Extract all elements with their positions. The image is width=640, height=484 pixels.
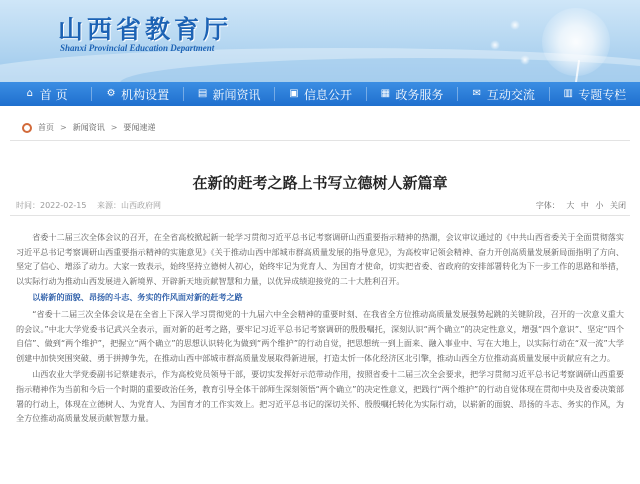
nav-item-1[interactable]	[91, 82, 182, 106]
article-paragraph: 省委十二届三次全体会议的召开，在全省高校掀起新一轮学习贯彻习近平总书记考察调研山西重要指示精神的热潮，会议审议通过的《中共山西省委关于全面贯彻落实习近平总书记考察调研山西重要指示精神的实施意见》《关于推动山西中部城市群高质量发展的指导意见》，为高校审记领会精神、奋力开创高质量发展新局面指明了方向、坚定了信心、增添了动力。大家一致表示，始终坚持立德树人初心，始终牢记为党育人、为国育才使命，切实把省委、省政府的安排部署转化为下一步工作的思路和举措，以实际行动为推动山西发展进入新境界、开辟新天地贡献智慧和力量，以优异成绩迎接党的二十大胜利召开。	[16, 232, 624, 286]
nav-item-label: 机构设置	[121, 87, 170, 102]
dandelion-decoration	[542, 8, 610, 76]
chat-icon: ✉	[472, 88, 481, 99]
breadcrumb-separator: >	[60, 123, 67, 132]
nav-item-label: 政务服务	[395, 87, 444, 102]
divider	[10, 215, 630, 216]
site-logo-subtitle: Shanxi Provincial Education Department	[60, 43, 215, 53]
article-subheading: 以崭新的面貌、昂扬的斗志、务实的作风面对新的赶考之路	[32, 292, 243, 303]
nav-item-6[interactable]	[549, 82, 640, 106]
close-link[interactable]: 关闭	[610, 201, 626, 210]
nav-item-label: 信息公开	[303, 87, 352, 102]
article-body	[16, 230, 624, 428]
nav-item-5[interactable]	[457, 82, 548, 106]
location-icon	[22, 123, 32, 133]
nav-item-label: 专题专栏	[578, 87, 627, 102]
article-source: 来源：山西政府网	[97, 201, 162, 210]
breadcrumb-separator: >	[110, 123, 118, 132]
nav-item-label: 互动交流	[486, 87, 535, 102]
main-nav	[0, 82, 640, 106]
article-meta	[16, 200, 161, 211]
article-date: 时间：2022-02-15	[16, 201, 87, 210]
divider	[10, 140, 630, 141]
breadcrumb-item-news[interactable]: 新闻资讯	[72, 123, 105, 132]
font-size-label: 字体：	[535, 201, 560, 210]
font-size-large-link[interactable]: 大	[566, 201, 575, 210]
nav-item-4[interactable]	[366, 82, 457, 106]
breadcrumb	[22, 122, 155, 133]
topic-icon: ▥	[563, 88, 573, 99]
service-icon: ▦	[380, 88, 391, 99]
nav-item-0[interactable]	[0, 82, 91, 106]
news-icon: ▤	[197, 88, 208, 99]
font-size-medium-link[interactable]: 中	[580, 201, 589, 210]
font-size-small-link[interactable]: 小	[595, 201, 604, 210]
article-paragraph: 山西农业大学党委副书记蔡建表示，作为高校党员领导干部，要切实发挥好示范带动作用，按照省委十二届三次全会要求，把学习贯彻习近平总书记考察调研山西重要指示精神作为当前和今后一个时期的重要政治任务，教育引导全体干部师生深刻领悟“两个确立”的决定性意义，把践行“两个维护”的行动自觉体现在贯彻中央及省委决策部署的行动上，体现在立德树人、为党育人、为国育才的工作实效上。把习近平总书记的深切关怀、殷殷嘱托转化为实际行动，以崭新的面貌、昂扬的斗志、务实的作风，为全方位推动高质量发展贡献智慧力量。	[16, 369, 624, 424]
article-paragraph: “省委十二届三次全体会议是在全省上下深入学习贯彻党的十九届六中全会精神的重要时刻、在我省全方位推动高质量发展强势起跳的关键阶段，召开的一次意义重大的会议。”中北大学党委书记武兴全表示，面对新的赶考之路，要牢记习近平总书记考察调研的殷殷嘱托，深刻认识“两个确立”的决定性意义，增强“四个意识”、坚定“四个自信”、做到“两个维护”，把握立“两个确立”的思想认识转化为做到“两个维护”的行动自觉，把思想统一到上面来、融入事业中、写在大地上，以实际行动在“双一流”大学创建中加快突围突破、勇于拼搏争先，在推动山西中部城市群高质量发展取得新进展，打造太忻一体化经济区北引擎，推动山西全方位推动高质量发展中贡献应有之力。	[16, 308, 624, 363]
dandelion-seed-decoration	[520, 55, 530, 65]
dandelion-seed-decoration	[490, 40, 500, 50]
home-icon: ⌂	[26, 88, 33, 99]
font-size-controls	[532, 200, 626, 211]
breadcrumb-item-headlines[interactable]: 要闻速递	[123, 123, 156, 132]
org-icon: ⚙	[106, 88, 116, 99]
nav-item-label: 首 页	[39, 87, 68, 102]
breadcrumb-item-home[interactable]: 首页	[38, 123, 54, 132]
nav-item-3[interactable]	[274, 82, 365, 106]
site-logo-title[interactable]: 山西省教育厅	[58, 15, 233, 44]
info-icon: ▣	[289, 88, 299, 99]
nav-item-label: 新闻资讯	[212, 87, 261, 102]
dandelion-seed-decoration	[510, 20, 520, 30]
nav-item-2[interactable]	[183, 82, 274, 106]
site-banner	[0, 0, 640, 82]
article-title: 在新的赶考之路上书写立德树人新篇章	[192, 174, 448, 192]
